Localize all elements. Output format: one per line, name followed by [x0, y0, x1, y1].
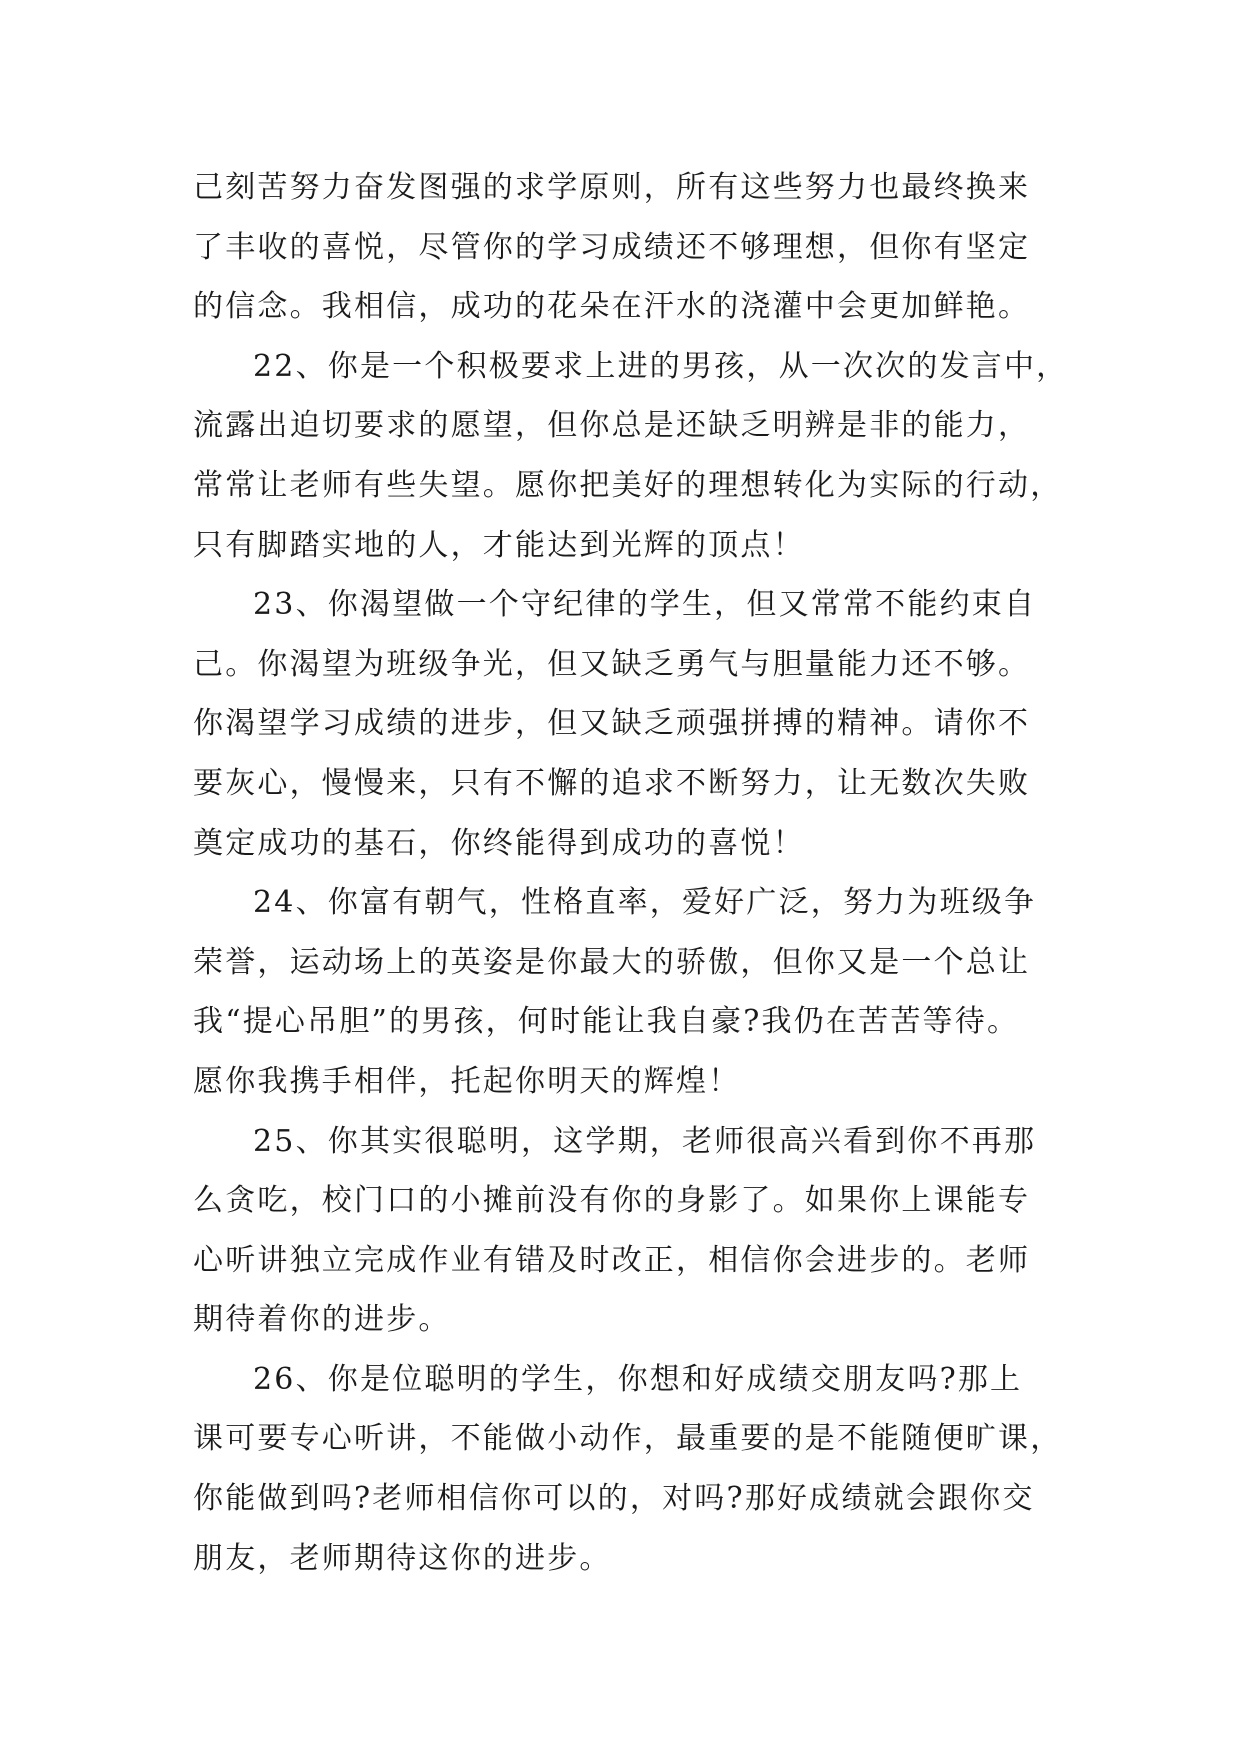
text-line: 心听讲独立完成作业有错及时改正，相信你会进步的。老师 [193, 1242, 1031, 1278]
paragraph-first-line: 24、你富有朝气，性格直率，爱好广泛，努力为班级争 [253, 885, 1037, 921]
text-line: 的信念。我相信，成功的花朵在汗水的浇灌中会更加鲜艳。 [193, 289, 1031, 325]
text-line: 课可要专心听讲，不能做小动作，最重要的是不能随便旷课， [193, 1421, 1063, 1457]
text-line: 荣誉，运动场上的英姿是你最大的骄傲，但你又是一个总让 [193, 944, 1031, 980]
text-line: 只有脚踏实地的人，才能达到光辉的顶点！ [193, 527, 805, 563]
text-line: 你渴望学习成绩的进步，但又缺乏顽强拼搏的精神。请你不 [193, 706, 1031, 742]
text-line: 奠定成功的基石，你终能得到成功的喜悦！ [193, 825, 805, 861]
paragraph-first-line: 22、你是一个积极要求上进的男孩，从一次次的发言中， [253, 348, 1069, 384]
text-line: 流露出迫切要求的愿望，但你总是还缺乏明辨是非的能力， [193, 408, 1031, 444]
paragraph-first-line: 25、你其实很聪明，这学期，老师很高兴看到你不再那 [253, 1123, 1037, 1159]
text-line: 我“提心吊胆”的男孩，何时能让我自豪?我仍在苦苦等待。 [193, 1004, 1020, 1040]
text-line: 己刻苦努力奋发图强的求学原则，所有这些努力也最终换来 [193, 170, 1031, 205]
text-line: 要灰心，慢慢来，只有不懈的追求不断努力，让无数次失败 [193, 765, 1031, 801]
text-line: 了丰收的喜悦，尽管你的学习成绩还不够理想，但你有坚定 [193, 229, 1031, 265]
text-line: 朋友，老师期待这你的进步。 [193, 1540, 612, 1576]
paragraph-first-line: 23、你渴望做一个守纪律的学生，但又常常不能约束自 [253, 587, 1037, 623]
text-line: 常常让老师有些失望。愿你把美好的理想转化为实际的行动， [193, 467, 1063, 503]
document-body [193, 158, 1069, 1588]
paragraph-first-line: 26、你是位聪明的学生，你想和好成绩交朋友吗?那上 [253, 1361, 1023, 1397]
text-line: 期待着你的进步。 [193, 1302, 451, 1338]
text-line: 你能做到吗?老师相信你可以的，对吗?那好成绩就会跟你交 [193, 1481, 1035, 1517]
text-line: 么贪吃，校门口的小摊前没有你的身影了。如果你上课能专 [193, 1183, 1031, 1219]
text-line: 愿你我携手相伴，托起你明天的辉煌！ [193, 1063, 741, 1099]
text-line: 己。你渴望为班级争光，但又缺乏勇气与胆量能力还不够。 [193, 646, 1031, 682]
